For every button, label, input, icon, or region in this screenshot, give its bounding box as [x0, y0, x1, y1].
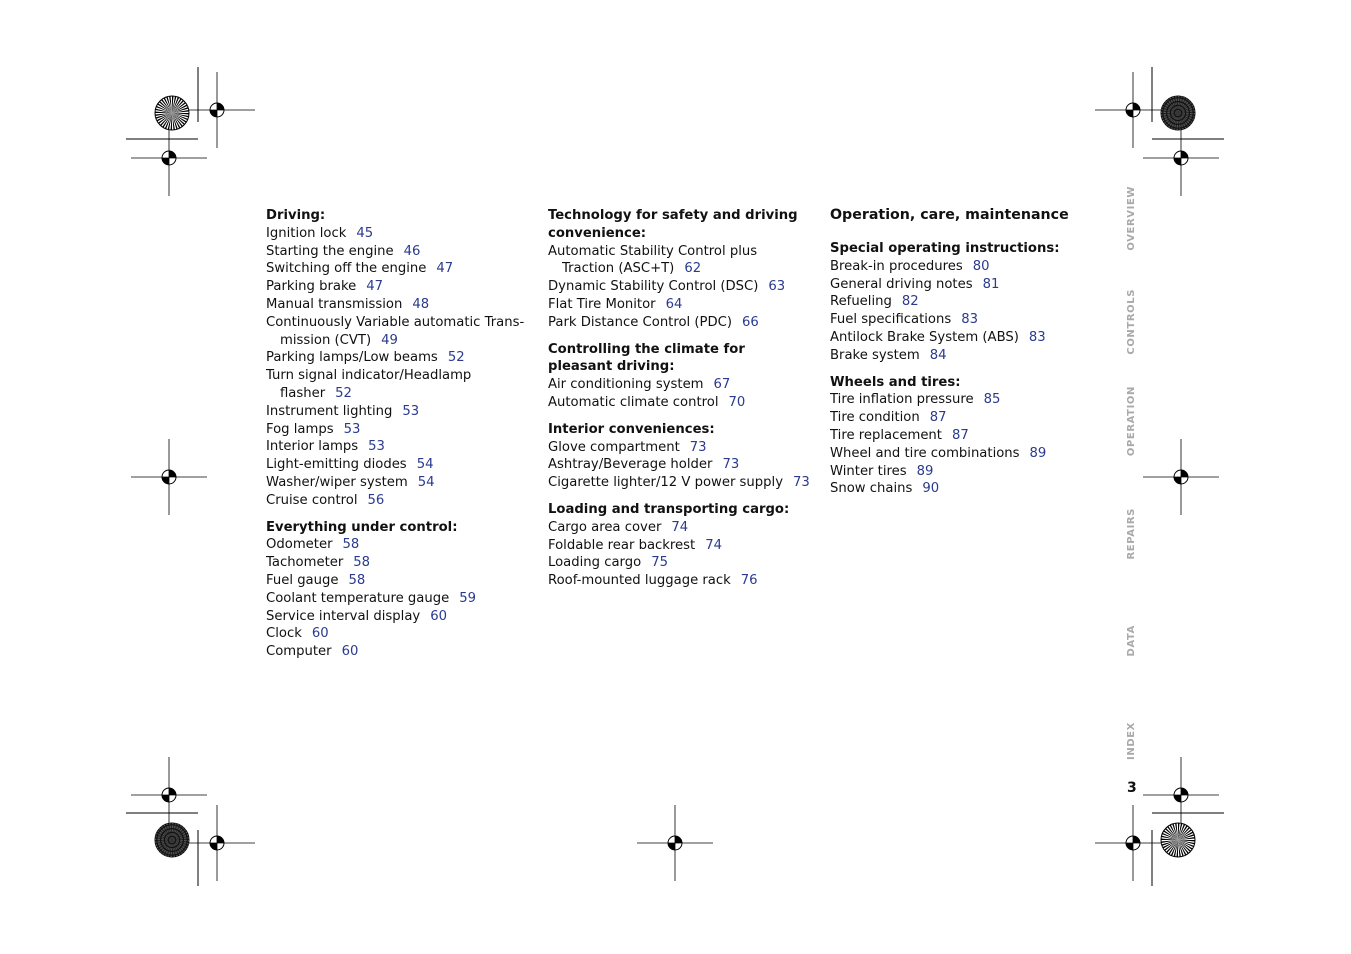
entry-label: Manual transmission — [266, 296, 403, 312]
crosshair-mark — [1095, 805, 1171, 881]
page-link[interactable]: 89 — [1029, 445, 1047, 461]
entry-label: Roof-mounted luggage rack — [548, 573, 731, 589]
page-link[interactable]: 89 — [916, 463, 934, 479]
entry-label: Instrument lighting — [266, 403, 393, 419]
crosshair-mark — [131, 757, 207, 833]
page-link[interactable]: 87 — [951, 427, 969, 443]
entry-label: Computer — [266, 644, 332, 660]
index-entry[interactable] — [266, 608, 528, 626]
entry-label: Refueling — [830, 294, 892, 310]
index-entry[interactable] — [830, 445, 1092, 463]
entry-label: Snow chains — [830, 481, 913, 497]
section-heading: Everything under control: — [266, 519, 458, 535]
page-link[interactable]: 70 — [728, 394, 746, 410]
column-operation — [830, 207, 1092, 507]
page-link[interactable]: 62 — [684, 261, 702, 277]
page-link[interactable]: 47 — [436, 261, 454, 277]
page-link[interactable]: 90 — [922, 481, 940, 497]
index-entry[interactable] — [830, 463, 1092, 481]
entry-label: Dynamic Stability Control (DSC) — [548, 279, 759, 295]
index-entry[interactable] — [266, 643, 528, 661]
index-entry[interactable] — [266, 243, 528, 261]
index-entry[interactable] — [548, 554, 810, 572]
page-link[interactable]: 49 — [381, 332, 398, 348]
entry-label: Washer/wiper system — [266, 474, 408, 490]
entry-label: Coolant temperature gauge — [266, 590, 450, 606]
entry-label: Turn signal indicator/Headlamp flasher — [266, 368, 472, 401]
index-section — [548, 421, 810, 492]
page-link[interactable]: 53 — [368, 439, 385, 455]
index-entry[interactable] — [548, 278, 810, 296]
page-link[interactable]: 58 — [348, 572, 366, 588]
entry-label: Cigarette lighter/12 V power supply — [548, 475, 783, 491]
index-entry[interactable] — [548, 474, 810, 492]
entry-label: Flat Tire Monitor — [548, 296, 656, 312]
index-entry[interactable] — [266, 474, 528, 492]
index-entry[interactable] — [266, 554, 528, 572]
index-section — [548, 207, 810, 332]
page-link[interactable]: 53 — [343, 421, 361, 437]
registration-target — [1161, 823, 1195, 857]
page-link[interactable]: 84 — [929, 347, 947, 363]
index-section — [548, 341, 810, 412]
index-entry[interactable] — [266, 367, 528, 403]
crosshair-mark — [637, 805, 713, 881]
page-link[interactable]: 73 — [793, 475, 810, 491]
entry-label: Tire replacement — [830, 427, 942, 443]
entry-label: Ignition lock — [266, 225, 347, 241]
entry-label: Tachometer — [266, 555, 344, 571]
crosshair-mark — [1143, 120, 1219, 196]
section-heading: Wheels and tires: — [830, 374, 961, 390]
entry-label: Cruise control — [266, 492, 358, 508]
index-entry[interactable] — [830, 480, 1092, 498]
registration-target — [155, 96, 189, 130]
index-entry[interactable] — [548, 314, 810, 332]
section-title: Operation, care, maintenance — [830, 207, 1069, 223]
index-entry[interactable] — [548, 572, 810, 590]
index-entry[interactable] — [266, 278, 528, 296]
index-entry[interactable] — [266, 572, 528, 590]
tab-operation[interactable]: OPERATION — [1126, 386, 1137, 457]
page-link[interactable]: 56 — [367, 492, 385, 508]
entry-label: Parking lamps/Low beams — [266, 350, 438, 366]
crosshair-mark — [179, 72, 255, 148]
page-link[interactable]: 58 — [353, 555, 371, 571]
page-link[interactable]: 48 — [412, 296, 430, 312]
entry-label: Glove compartment — [548, 439, 680, 455]
tab-data[interactable]: DATA — [1126, 625, 1137, 657]
page-link[interactable]: 75 — [651, 555, 668, 571]
index-entry[interactable] — [266, 438, 528, 456]
index-entry[interactable] — [830, 311, 1092, 329]
page-link[interactable]: 60 — [311, 626, 329, 642]
index-entry[interactable] — [266, 536, 528, 554]
index-entry[interactable] — [548, 243, 810, 279]
index-entry[interactable] — [266, 403, 528, 421]
crosshair-mark — [1143, 439, 1219, 515]
page-link[interactable]: 46 — [403, 243, 421, 259]
page-link[interactable]: 87 — [929, 410, 947, 426]
page-link[interactable]: 54 — [417, 474, 435, 490]
crosshair-mark — [131, 439, 207, 515]
index-entry[interactable] — [830, 276, 1092, 294]
entry-label: Parking brake — [266, 279, 357, 295]
entry-label: Fuel gauge — [266, 572, 339, 588]
page-link[interactable]: 52 — [447, 350, 465, 366]
page-link[interactable]: 58 — [342, 537, 360, 553]
page-link[interactable]: 63 — [768, 279, 786, 295]
page-link[interactable]: 60 — [341, 644, 359, 660]
index-entry[interactable] — [830, 293, 1092, 311]
entry-label: Tire inflation pressure — [830, 392, 974, 408]
page-link[interactable]: 67 — [713, 377, 731, 393]
page-link[interactable]: 47 — [366, 279, 384, 295]
entry-label: Automatic Stability Control plus Traction (ASC+T) — [548, 243, 758, 277]
page-number: 3 — [1127, 780, 1137, 796]
column-driving — [266, 207, 528, 670]
entry-label: Winter tires — [830, 463, 907, 479]
index-section — [830, 240, 1092, 365]
page-link[interactable]: 74 — [705, 537, 722, 553]
tab-index[interactable]: INDEX — [1126, 722, 1137, 760]
index-entry[interactable] — [548, 394, 810, 412]
entry-label: Continuously Variable automatic Trans-mission (CVT) — [266, 314, 525, 348]
index-entry[interactable] — [830, 329, 1092, 347]
index-entry[interactable] — [548, 439, 810, 457]
entry-label: Brake system — [830, 347, 920, 363]
registration-target — [155, 823, 189, 857]
index-entry[interactable] — [830, 258, 1092, 276]
section-heading: Controlling the climate for pleasant driving: — [548, 341, 745, 375]
section-heading: Special operating instructions: — [830, 241, 1060, 256]
page-link[interactable]: 53 — [402, 403, 420, 419]
index-entry[interactable] — [830, 347, 1092, 365]
index-section — [548, 501, 810, 590]
page-link[interactable]: 85 — [983, 392, 1001, 408]
page-link[interactable]: 73 — [689, 439, 707, 455]
section-heading: Driving: — [266, 208, 326, 223]
entry-label: Fuel specifications — [830, 312, 952, 328]
entry-label: Cargo area cover — [548, 519, 662, 535]
entry-label: Foldable rear backrest — [548, 537, 696, 553]
index-entry[interactable] — [266, 625, 528, 643]
index-entry[interactable] — [266, 314, 528, 350]
page-link[interactable]: 76 — [740, 573, 758, 589]
entry-label: Antilock Brake System (ABS) — [830, 329, 1019, 345]
entry-label: General driving notes — [830, 276, 973, 292]
index-section — [830, 374, 1092, 499]
entry-label: Break-in procedures — [830, 258, 963, 274]
page-link[interactable]: 60 — [430, 608, 448, 624]
registration-target — [1161, 96, 1195, 130]
index-entry[interactable] — [266, 225, 528, 243]
entry-label: Interior lamps — [266, 439, 359, 455]
index-entry[interactable] — [548, 376, 810, 394]
index-section — [266, 207, 528, 510]
index-entry[interactable] — [266, 590, 528, 608]
section-heading: Technology for safety and driving convenience: — [548, 208, 798, 241]
index-entry[interactable] — [830, 409, 1092, 427]
page-link[interactable]: 54 — [416, 457, 434, 473]
section-heading: Loading and transporting cargo: — [548, 501, 790, 517]
index-section — [266, 519, 528, 661]
crosshair-mark — [1143, 757, 1219, 833]
index-entry[interactable] — [266, 421, 528, 439]
page-link[interactable]: 74 — [671, 519, 689, 535]
tab-overview[interactable]: OVERVIEW — [1126, 186, 1137, 251]
entry-label: Wheel and tire combinations — [830, 445, 1020, 461]
index-entry[interactable] — [830, 391, 1092, 409]
crosshair-mark — [179, 805, 255, 881]
section-heading: Interior conveniences: — [548, 421, 715, 437]
index-entry[interactable] — [266, 456, 528, 474]
index-entry[interactable] — [266, 349, 528, 367]
entry-label: Odometer — [266, 537, 333, 553]
index-entry[interactable] — [830, 427, 1092, 445]
index-entry[interactable] — [548, 296, 810, 314]
column-technology — [548, 207, 810, 599]
index-entry[interactable] — [266, 296, 528, 314]
entry-label: Park Distance Control (PDC) — [548, 314, 733, 330]
page-link[interactable]: 81 — [982, 276, 1000, 292]
page-link[interactable]: 80 — [972, 258, 990, 274]
page-link[interactable]: 59 — [459, 590, 476, 606]
page-link[interactable]: 52 — [335, 385, 352, 401]
index-entry[interactable] — [266, 260, 528, 278]
page-link[interactable]: 82 — [901, 294, 919, 310]
entry-label: Light-emitting diodes — [266, 457, 407, 473]
page-link[interactable]: 45 — [356, 225, 374, 241]
entry-label: Air conditioning system — [548, 377, 704, 393]
page-link[interactable]: 66 — [742, 314, 759, 330]
page-link[interactable]: 64 — [665, 296, 683, 312]
index-entry[interactable] — [266, 492, 528, 510]
entry-label: Starting the engine — [266, 243, 394, 259]
entry-label: Ashtray/Beverage holder — [548, 457, 713, 473]
entry-label: Fog lamps — [266, 421, 334, 437]
crosshair-mark — [131, 120, 207, 196]
entry-label: Tire condition — [830, 410, 920, 426]
page-link[interactable]: 83 — [961, 312, 979, 328]
page-link[interactable]: 73 — [722, 457, 740, 473]
page-link[interactable]: 83 — [1028, 329, 1046, 345]
index-entry[interactable] — [548, 519, 810, 537]
tab-repairs[interactable]: REPAIRS — [1126, 508, 1137, 560]
crosshair-mark — [1095, 72, 1171, 148]
index-entry[interactable] — [548, 456, 810, 474]
index-entry[interactable] — [548, 537, 810, 555]
entry-label: Loading cargo — [548, 555, 642, 571]
entry-label: Service interval display — [266, 608, 421, 624]
tab-controls[interactable]: CONTROLS — [1126, 289, 1137, 355]
entry-label: Switching off the engine — [266, 261, 427, 277]
entry-label: Automatic climate control — [548, 394, 719, 410]
entry-label: Clock — [266, 626, 302, 642]
